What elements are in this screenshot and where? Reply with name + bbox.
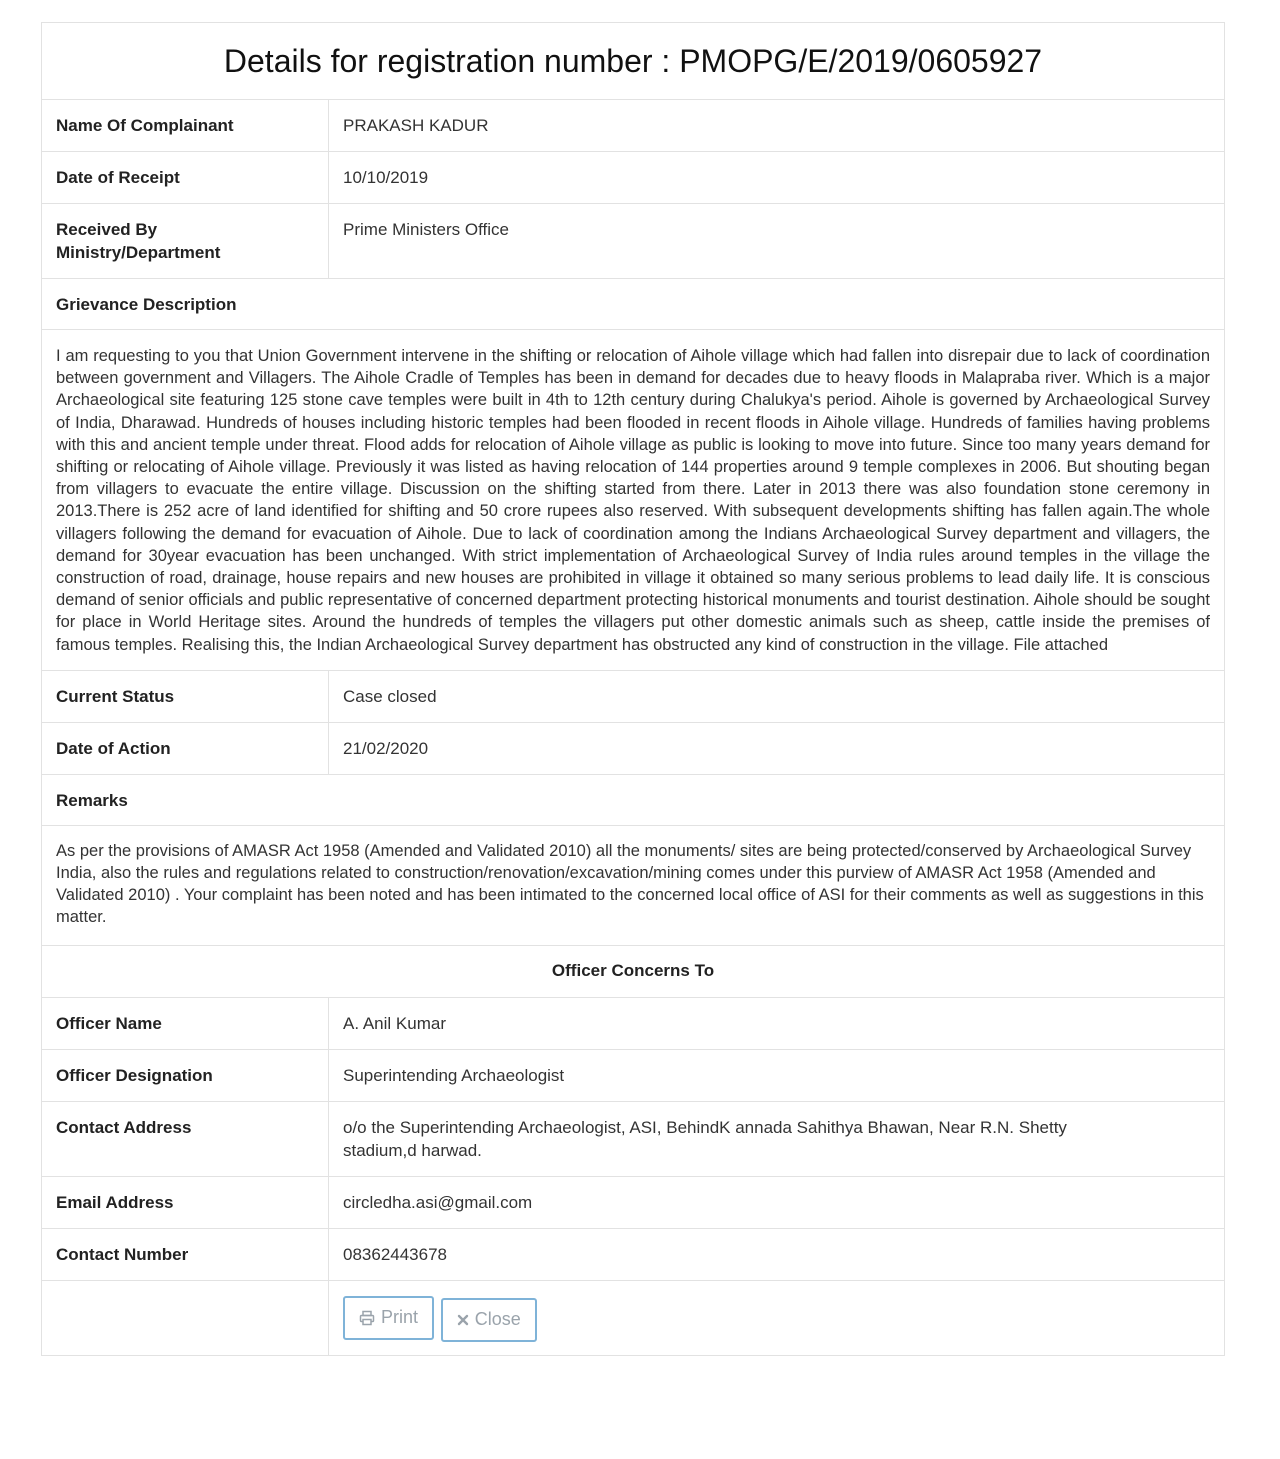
email-row	[42, 1177, 1224, 1229]
grievance-heading: Grievance Description	[42, 279, 1224, 330]
status-label: Current Status	[42, 671, 329, 722]
officer-name-row	[42, 998, 1224, 1050]
grievance-description: I am requesting to you that Union Government intervene in the shifting or relocation of Aihole village which had fallen into disrepair due to lack of coordination between government and Villagers. The Aihole Cradle of Temples has been in demand for decades due to heavy floods in Malapraba river. Which is a major Archaeological site featuring 125 stone cave temples were built in 4th to 12th century during Chalukya's period. Aihole is governed by Archaeological Survey of India, Dharawad. Hundreds of houses including historic temples had been flooded in recent floods in Aihole village. Hundreds of families having problems with this and ancient temple under threat. Flood adds for relocation of Aihole village as public is looking to move into future. Since too many years demand for shifting or relocating of Aihole village. Previously it was listed as having relocation of 144 properties around 9 temple complexes in 2006. But shouting began from villagers to evacuate the entire village. Discussion on the shifting started from there. Later in 2013 there was also foundation stone ceremony in 2013.There is 252 acre of land identified for shifting and 50 crore rupees also reserved. With subsequent developments shifting has fallen again.The whole villagers following the demand for evacuation of Aihole. Due to lack of coordination among the Indians Archaeological Survey department and villagers, the demand for 30year evacuation has been unchanged. With strict implementation of Archaeological Survey of India rules around temples in the village the construction of road, drainage, house repairs and new houses are prohibited in village it obtained so many serious problems to lead daily life. It is conscious demand of senior officials and public representative of concerned department protecting historical monuments and tourist destination. Aihole should be sought for place in World Heritage sites. Around the hundreds of temples the villagers put other domestic animals such as sheep, cattle inside the premises of famous temples. Realising this, the Indian Archaeological Survey department has obstructed any kind of construction in the village. File attached	[42, 330, 1224, 671]
officer-designation-row	[42, 1050, 1224, 1102]
email-value: circledha.asi@gmail.com	[343, 1192, 533, 1212]
receipt-date-label: Date of Receipt	[42, 152, 329, 203]
contact-number-row	[42, 1229, 1224, 1281]
print-icon	[359, 1310, 375, 1326]
complainant-label: Name Of Complainant	[42, 100, 329, 151]
received-by-label: Received By Ministry/Department	[42, 204, 329, 278]
remarks-text: As per the provisions of AMASR Act 1958 (Amended and Validated 2010) all the monuments/ sites are being protected/conserved by Archaeological Survey India, also the rules and regulations related to construction/renovation/excavation/mining comes under this purview of AMASR Act 1958 (Amended and Validated 2010) . Your complaint has been noted and has been intimated to the concerned local office of ASI for their comments as well as suggestions in this matter.	[42, 826, 1224, 946]
actions-empty-cell	[42, 1281, 329, 1355]
status-row	[42, 671, 1224, 723]
close-icon	[457, 1314, 469, 1326]
contact-address-value: o/o the Superintending Archaeologist, ASI, BehindK annada Sahithya Bhawan, Near R.N. Shetty stadium,d harwad.	[343, 1117, 1067, 1160]
print-button[interactable]	[343, 1296, 434, 1340]
actions-cell	[329, 1281, 1224, 1355]
close-button-label: Close	[474, 1309, 521, 1330]
officer-name-label: Officer Name	[42, 998, 329, 1049]
officer-name-value: A. Anil Kumar	[343, 1013, 446, 1033]
page-title: Details for registration number : PMOPG/E/2019/0605927	[42, 23, 1224, 100]
email-label: Email Address	[42, 1177, 329, 1228]
action-date-label: Date of Action	[42, 723, 329, 774]
receipt-date-value: 10/10/2019	[343, 168, 429, 187]
actions-row	[42, 1281, 1224, 1355]
contact-number-value: 08362443678	[343, 1244, 448, 1264]
officer-section-title: Officer Concerns To	[42, 946, 1224, 998]
contact-address-row	[42, 1102, 1224, 1177]
officer-designation-label: Officer Designation	[42, 1050, 329, 1101]
contact-number-label: Contact Number	[42, 1229, 329, 1280]
remarks-heading: Remarks	[42, 775, 1224, 826]
officer-designation-value: Superintending Archaeologist	[343, 1065, 565, 1085]
close-button[interactable]	[441, 1298, 537, 1342]
registration-details-card	[41, 22, 1225, 1356]
received-by-row	[42, 204, 1224, 279]
action-date-row	[42, 723, 1224, 775]
status-value: Case closed	[343, 686, 437, 706]
action-date-value: 21/02/2020	[343, 738, 429, 758]
receipt-date-row	[42, 152, 1224, 204]
complainant-row	[42, 100, 1224, 152]
print-button-label: Print	[381, 1307, 419, 1328]
received-by-value: Prime Ministers Office	[343, 220, 509, 239]
complainant-value: PRAKASH KADUR	[343, 116, 489, 135]
contact-address-label: Contact Address	[42, 1102, 329, 1176]
